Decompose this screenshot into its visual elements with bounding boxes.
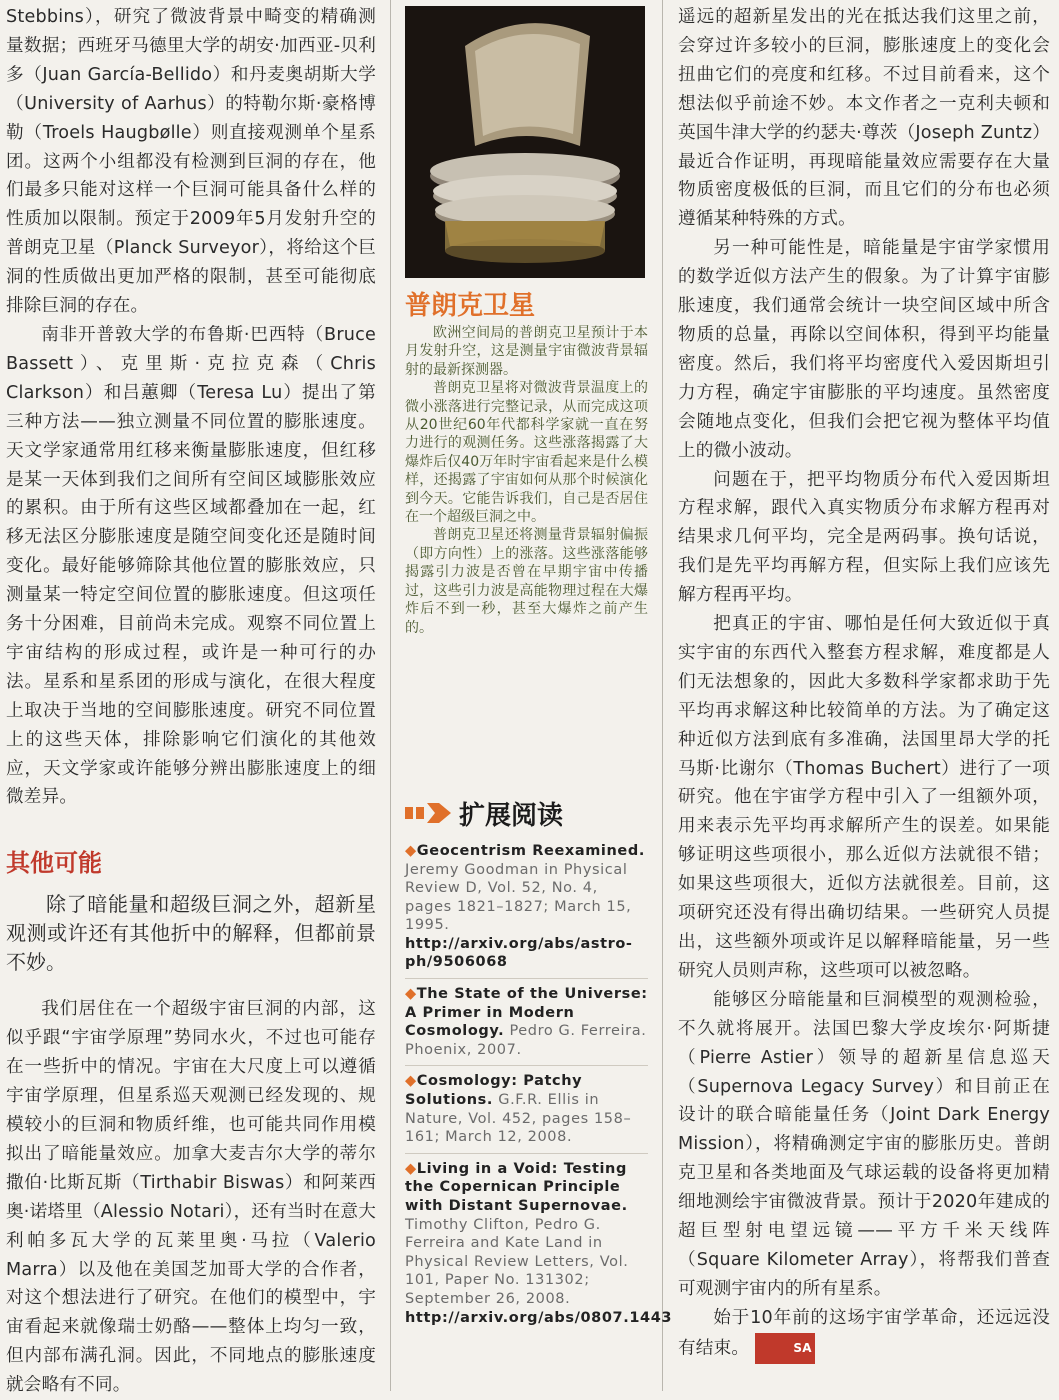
sidebar-title: 普朗克卫星 [405, 291, 536, 321]
reference-item: ◆Living in a Void: Testing the Copernican Principle with Distant Supernovae. Timothy Clifton, Pedro G. Ferreira and Kate Land in Physical Review Letters, Vol. 101, Paper No. 131302; September 26, 2008. http://arxiv.org/abs/0807.1443 [405, 1160, 673, 1326]
paragraph: 问题在于，把平均物质分布代入爱因斯坦方程求解，跟代入真实物质分布求解方程再对结果求几何平均，完全是两码事。换句话说，我们是先平均再解方程，但实际上我们应该先解方程再平均。 [678, 469, 1050, 606]
column-divider-right [662, 0, 663, 1391]
caption-paragraph: 欧洲空间局的普朗克卫星预计于本月发射升空，这是测量宇宙微波背景辐射的最新探测器。 [405, 325, 648, 378]
section-heading: 其他可能 [6, 849, 102, 878]
further-reading-header [405, 795, 648, 832]
paragraph: 遥远的超新星发出的光在抵达我们这里之前，会穿过许多较小的巨洞，膨胀速度上的变化会扭曲它们的亮度和红移。不过目前看来，这个想法似乎前途不妙。本文作者之一克利夫顿和英国牛津大学的约瑟夫·尊茨（Joseph Zuntz）最近合作证明，再现暗能量效应需要存在大量物质密度极低的巨洞，而且它们的分布也必须遵循某种特殊的方式。 [678, 7, 1050, 230]
left-column [6, 0, 376, 1400]
end-mark: SA [755, 1333, 815, 1364]
paragraph: 南非开普敦大学的布鲁斯·巴西特（Bruce Bassett）、克里斯·克拉克森（Chris Clarkson）和吕蕙卿（Teresa Lu）提出了第三种方法——独立测量不同位置的膨胀速度。天文学家通常用红移来衡量膨胀速度，但红移是某一天体到我们之间所有空间区域膨胀效应的累积。由于所有这些区域都叠加在一起，红移无法区分膨胀速度是随空间变化还是随时间变化。最好能够筛除其他位置的膨胀效应，只测量某一特定空间位置的膨胀速度。但这项任务十分困难，目前尚未完成。观察不同位置上宇宙结构的形成过程，或许是一种可行的办法。星系和星系团的形成与演化，在很大程度上取决于当地的空间膨胀速度。研究不同位置上的这些天体，排除影响它们演化的其他效应，天文学家或许能够分辨出膨胀速度上的细微差异。 [6, 324, 376, 808]
reference-item: ◆Cosmology: Patchy Solutions. G.F.R. Ellis in Nature, Vol. 452, pages 158–161; March 12, 2008. [405, 1073, 632, 1146]
section-lead: 除了暗能量和超级巨洞之外，超新星观测或许还有其他折中的解释，但都前景不妙。 [6, 892, 376, 975]
caption-paragraph: 普朗克卫星将对微波背景温度上的微小涨落进行完整记录，从而完成这项从20世纪60年代都科学家就一直在努力进行的观测任务。这些涨落揭露了大爆炸后仅40万年时宇宙看起来是什么模样，还揭露了宇宙如何从那个时候演化到今天。它能告诉我们，自己是否居住在一个超级巨洞之中。 [405, 380, 648, 526]
caption-paragraph: 普朗克卫星还将测量背景辐射偏振（即方向性）上的涨落。这些涨落能够揭露引力波是否曾在早期宇宙中传播过，这些引力波是高能物理过程在大爆炸后不到一秒，甚至大爆炸之前产生的。 [405, 527, 648, 636]
paragraph: 把真正的宇宙、哪怕是任何大致近似于真实宇宙的东西代入整套方程求解，难度都是人们无法想象的，因此大多数科学家都求助于先平均再求解这种比较简单的方法。为了确定这种近似方法到底有多准确，法国里昂大学的托马斯·比谢尔（Thomas Buchert）进行了一项研究。他在宇宙学方程中引入了一组额外项，用来表示先平均再求解所产生的误差。如果能够证明这些项很小，那么近似方法就很不错；如果这些项很大，近似方法就很差。目前，这项研究还没有得出确切结果。一些研究人员提出，这些额外项或许足以解释暗能量，另一些研究人员则声称，这些项可以被忽略。 [678, 614, 1050, 981]
satellite-photo [405, 6, 645, 278]
diamond-icon: ◆ [405, 986, 417, 1003]
divider [405, 1153, 648, 1154]
column-divider-left [390, 0, 391, 1391]
reference-item: ◆The State of the Universe: A Primer in Modern Cosmology. Pedro G. Ferreira. Phoenix, 2007. [405, 986, 648, 1058]
reference-item: ◆Geocentrism Reexamined. Jeremy Goodman in Physical Review D, Vol. 52, No. 4, pages 1821–1827; March 15, 1995. http://arxiv.org/abs/astro-ph/9506068 [405, 842, 645, 971]
diamond-icon: ◆ [405, 1073, 417, 1090]
paragraph: 另一种可能性是，暗能量是宇宙学家惯用的数学近似方法产生的假象。为了计算宇宙膨胀速度，我们通常会统计一块空间区域中所含物质的总量，再除以空间体积，得到平均能量密度。然后，我们将平均密度代入爱因斯坦引力方程，确定宇宙膨胀的平均速度。虽然密度会随地点变化，但我们会把它视为整体平均值上的微小波动。 [678, 238, 1050, 461]
arrow-right-icon [405, 799, 451, 827]
diamond-icon: ◆ [405, 1160, 417, 1177]
sidebar-column [405, 0, 673, 1327]
further-reading-title: 扩展阅读 [459, 800, 564, 831]
divider [405, 978, 648, 979]
paragraph: 能够区分暗能量和巨洞模型的观测检验，不久就将展开。法国巴黎大学皮埃尔·阿斯捷（Pierre Astier）领导的超新星信息巡天（Supernova Legacy Survey）和目前正在设计的联合暗能量任务（Joint Dark Energy Mission），将精确测定宇宙的膨胀历史。普朗克卫星和各类地面及气球运载的设备将更加精细地测绘宇宙微波背景。预计于2020年建成的超巨型射电望远镜——平方千米天线阵（Square Kilometer Array），将帮我们普查可观测宇宙内的所有星系。 [678, 989, 1050, 1299]
divider [405, 1065, 648, 1066]
diamond-icon: ◆ [405, 842, 417, 859]
satellite-illustration [405, 6, 645, 278]
right-column [678, 0, 1050, 1364]
paragraph: 我们居住在一个超级宇宙巨洞的内部，这似乎跟“宇宙学原理”势同水火，不过也可能存在一些折中的情况。宇宙在大尺度上可以遵循宇宙学原理，但星系巡天观测已经发现的、规模较小的巨洞和物质纤维，也可能共同作用模拟出了暗能量效应。加拿大麦吉尔大学的蒂尔撒伯·比斯瓦斯（Tirthabir Biswas）和阿莱西奥·诺塔里（Alessio Notari），还有当时在意大利帕多瓦大学的瓦莱里奥·马拉（Valerio Marra）以及他在美国芝加哥大学的合作者，对这个想法进行了研究。在他们的模型中，宇宙看起来就像瑞士奶酪——整体上均匀一致，但内部布满孔洞。因此，不同地点的膨胀速度就会略有不同。 [6, 999, 376, 1396]
paragraph-final: 始于10年前的这场宇宙学革命，还远远没有结束。 SA [678, 1304, 1050, 1364]
paragraph: Stebbins），研究了微波背景中畸变的精确测量数据；西班牙马德里大学的胡安·加西亚-贝利多（Juan García-Bellido）和丹麦奥胡斯大学（University of Aarhus）的特勒尔斯·豪格博勒（Troels Haugbølle）则直接观测单个星系团。这两个小组都没有检测到巨洞的存在，他们最多只能对这样一个巨洞可能具备什么样的性质加以限制。预定于2009年5月发射升空的普朗克卫星（Planck Surveyor），将给这个巨洞的性质做出更加严格的限制，甚至可能彻底排除巨洞的存在。 [6, 7, 376, 317]
